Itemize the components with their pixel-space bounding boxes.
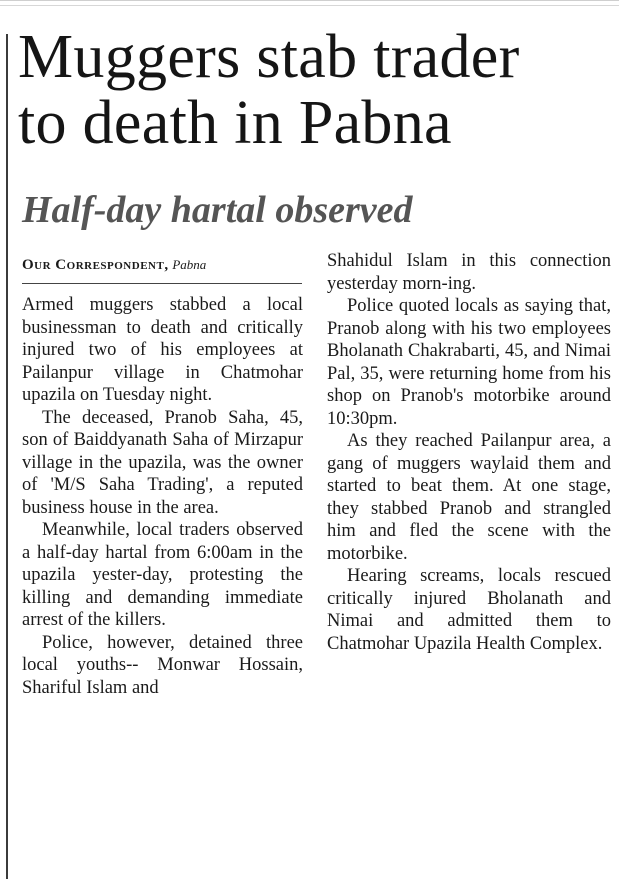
headline (18, 24, 618, 156)
headline-line-2: to death in Pabna (18, 89, 452, 157)
top-border-rule (0, 0, 619, 6)
paragraph-5: Police quoted locals as saying that, Pranob along with his two employees Bholanath Chakrabarti, 45, and Nimai Pal, 35, were returning home from his shop on Pranob's motorbike around 10:30pm. (327, 296, 611, 429)
article-column-1 (22, 294, 303, 699)
article-column-2 (327, 250, 611, 655)
paragraph-3: Meanwhile, local traders observed a half-day hartal from 6:00am in the upazila yester-day, protesting the killing and demanding immediate arrest of the killers. (22, 520, 303, 630)
paragraph-7: Hearing screams, locals rescued critically injured Bholanath and Nimai and admitted them to Chatmohar Upazila Health Complex. (327, 566, 611, 654)
byline-location: Pabna (172, 257, 207, 272)
column-rule-left (6, 34, 8, 879)
paragraph-4: Police, however, detained three local youths-- Monwar Hossain, Shariful Islam and (22, 632, 303, 698)
headline-line-1: Muggers stab trader (18, 23, 520, 91)
byline-correspondent: Our Correspondent, (22, 257, 169, 273)
paragraph-2: The deceased, Pranob Saha, 45, son of Baiddyanath Saha of Mirzapur village in the upazila, was the owner of 'M/S Saha Trading', a reputed business house in the area. (22, 407, 303, 518)
byline-divider (22, 283, 302, 284)
paragraph-4-continued: Shahidul Islam in this connection yesterday morn-ing. (327, 251, 611, 294)
paragraph-1: Armed muggers stabbed a local businessman to death and critically injured two of his employees at Pailanpur village in Chatmohar upazila on Tuesday night. (22, 295, 303, 405)
byline (22, 255, 310, 275)
subheadline: Half-day hartal observed (22, 189, 413, 231)
paragraph-6: As they reached Pailanpur area, a gang of muggers waylaid them and started to beat them. At one stage, they stabbed Pranob and strangled him and fled the scene with the motorbike. (327, 431, 611, 564)
